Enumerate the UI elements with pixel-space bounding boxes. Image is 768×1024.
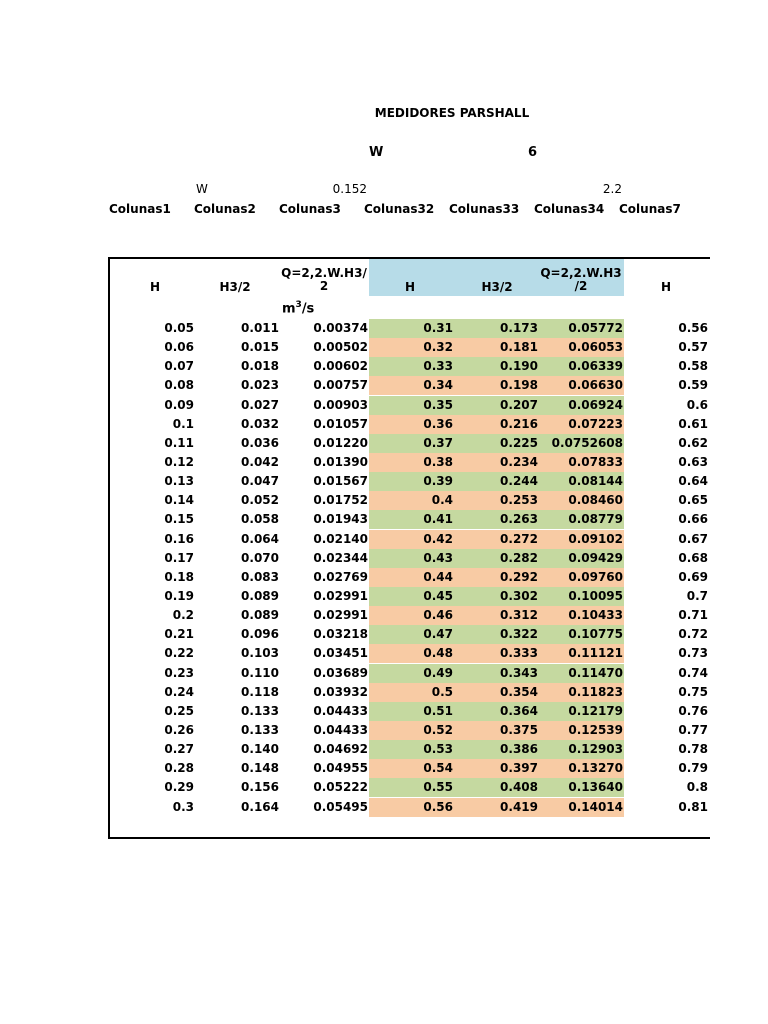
cell-h-2[interactable]: 0.47	[423, 627, 453, 642]
cell-h-2[interactable]: 0.54	[423, 761, 453, 776]
cell-h-2[interactable]: 0.39	[423, 474, 453, 489]
cell-q-1[interactable]: 0.00502	[313, 340, 368, 355]
table-row	[110, 798, 710, 817]
cell-h32-1[interactable]: 0.110	[241, 665, 279, 680]
cell-h32-1[interactable]: 0.096	[241, 627, 279, 642]
cell-h32-2[interactable]: 0.198	[500, 378, 538, 393]
cell-q-2[interactable]: 0.11470	[568, 665, 623, 680]
header-h-2: H	[404, 280, 416, 294]
cell-h32-2[interactable]: 0.419	[500, 799, 538, 814]
cell-q-1[interactable]: 0.01567	[313, 474, 368, 489]
cell-q-2[interactable]: 0.09760	[568, 569, 623, 584]
cell-h-2[interactable]: 0.48	[423, 646, 453, 661]
cell-h32-2[interactable]: 0.207	[500, 397, 538, 412]
table-row	[110, 434, 710, 453]
cell-q-2[interactable]: 0.07833	[568, 454, 623, 469]
table-row	[110, 510, 710, 529]
cell-h-1[interactable]: 0.28	[164, 761, 194, 776]
cell-h-2[interactable]: 0.37	[423, 435, 453, 450]
cell-h32-2[interactable]: 0.225	[500, 435, 538, 450]
cell-h-2[interactable]: 0.4	[431, 493, 453, 508]
cell-h32-2[interactable]: 0.354	[500, 684, 538, 699]
cell-h-1[interactable]: 0.12	[164, 454, 194, 469]
header-q-2	[538, 267, 624, 293]
cell-h-2[interactable]: 0.49	[423, 665, 453, 680]
cell-h32-1[interactable]: 0.052	[241, 493, 279, 508]
cell-h-1[interactable]: 0.24	[164, 684, 194, 699]
cell-h-3[interactable]: 0.79	[678, 761, 708, 776]
cell-q-1[interactable]: 0.01752	[313, 493, 368, 508]
cell-h32-2[interactable]: 0.364	[500, 703, 538, 718]
table-row	[110, 702, 710, 721]
cell-h32-1[interactable]: 0.011	[241, 321, 279, 335]
cell-h-2[interactable]: 0.55	[423, 780, 453, 795]
cell-h32-1[interactable]: 0.070	[241, 550, 279, 565]
cell-q-2[interactable]: 0.06053	[568, 340, 623, 355]
unit-exponent: 3	[295, 300, 302, 310]
cell-h-1[interactable]: 0.1	[172, 416, 194, 431]
cell-h32-1[interactable]: 0.140	[241, 742, 279, 757]
cell-h-2[interactable]: 0.36	[423, 416, 453, 431]
cell-h-1[interactable]: 0.19	[164, 588, 194, 603]
cell-q-1[interactable]: 0.02140	[313, 531, 368, 546]
cell-h32-2[interactable]: 0.173	[500, 321, 538, 335]
header-h32-1: H3/2	[219, 280, 251, 294]
cell-h-3[interactable]: 0.81	[678, 799, 708, 814]
cell-q-1[interactable]: 0.01390	[313, 454, 368, 469]
table-row	[110, 587, 710, 606]
sheet-title: MEDIDORES PARSHALL	[374, 106, 530, 120]
table-row	[110, 415, 710, 434]
cell-h-1[interactable]: 0.17	[164, 550, 194, 565]
cell-h-1[interactable]: 0.26	[164, 722, 194, 737]
column-header[interactable]: Colunas33	[449, 202, 520, 216]
table-row	[110, 396, 710, 415]
cell-q-2[interactable]: 0.13640	[568, 780, 623, 795]
table-row	[110, 740, 710, 759]
flow-unit	[282, 300, 314, 316]
cell-h-3[interactable]: 0.77	[678, 722, 708, 737]
cell-h-2[interactable]: 0.45	[423, 588, 453, 603]
table-row	[110, 778, 710, 797]
cell-q-2[interactable]: 0.08144	[568, 474, 623, 489]
cell-h32-2[interactable]: 0.216	[500, 416, 538, 431]
table-row	[110, 357, 710, 376]
cell-q-1[interactable]: 0.04433	[313, 722, 368, 737]
cell-h-1[interactable]: 0.18	[164, 569, 194, 584]
cell-q-1[interactable]: 0.03451	[313, 646, 368, 661]
cell-h32-2[interactable]: 0.302	[500, 588, 538, 603]
header-q-1	[278, 267, 370, 293]
cell-h32-1[interactable]: 0.018	[241, 359, 279, 374]
cell-h-2[interactable]: 0.56	[423, 799, 453, 814]
cell-q-2[interactable]: 0.11823	[568, 684, 623, 699]
table-row	[110, 644, 710, 663]
cell-q-1[interactable]: 0.04692	[313, 742, 368, 757]
cell-h-1[interactable]: 0.23	[164, 665, 194, 680]
cell-h32-1[interactable]: 0.148	[241, 761, 279, 776]
column-header[interactable]: Colunas34	[534, 202, 605, 216]
header-h-3: H	[660, 280, 672, 294]
cell-h-3[interactable]: 0.68	[678, 550, 708, 565]
param-k-value: 2.2	[602, 182, 622, 196]
cell-h32-2[interactable]: 0.244	[500, 474, 538, 489]
table-row	[110, 491, 710, 510]
cell-h-3[interactable]: 0.58	[678, 359, 708, 374]
cell-q-1[interactable]: 0.00757	[313, 378, 368, 393]
cell-h-2[interactable]: 0.34	[423, 378, 453, 393]
cell-h32-1[interactable]: 0.118	[241, 684, 279, 699]
header-h32-2: H3/2	[481, 280, 513, 294]
cell-h32-2[interactable]: 0.343	[500, 665, 538, 680]
cell-q-1[interactable]: 0.05222	[313, 780, 368, 795]
table-row	[110, 319, 710, 338]
cell-q-2[interactable]: 0.10433	[568, 608, 623, 623]
header-q-1-line1: Q=2,2.W.H3/	[281, 266, 367, 280]
column-header[interactable]: Colunas2	[194, 202, 256, 216]
cell-h-1[interactable]: 0.09	[164, 397, 194, 412]
table-row	[110, 683, 710, 702]
cell-q-2[interactable]: 0.07223	[568, 416, 623, 431]
cell-h-3[interactable]: 0.7	[686, 588, 708, 603]
cell-q-1[interactable]: 0.02991	[313, 608, 368, 623]
cell-h-1[interactable]: 0.06	[164, 340, 194, 355]
cell-q-2[interactable]: 0.05772	[568, 321, 623, 335]
cell-q-2[interactable]: 0.09102	[568, 531, 623, 546]
cell-q-2[interactable]: 0.08779	[568, 512, 623, 527]
cell-h-1[interactable]: 0.22	[164, 646, 194, 661]
cell-h32-1[interactable]: 0.042	[241, 454, 279, 469]
cell-h-1[interactable]: 0.13	[164, 474, 194, 489]
cell-h-2[interactable]: 0.5	[431, 684, 453, 699]
cell-h-2[interactable]: 0.51	[423, 703, 453, 718]
cell-h-1[interactable]: 0.07	[164, 359, 194, 374]
table-row	[110, 338, 710, 357]
cell-h-3[interactable]: 0.56	[678, 321, 708, 335]
cell-h32-1[interactable]: 0.156	[241, 780, 279, 795]
cell-h32-2[interactable]: 0.333	[500, 646, 538, 661]
cell-h-2[interactable]: 0.46	[423, 608, 453, 623]
table-row	[110, 453, 710, 472]
cell-h-3[interactable]: 0.6	[686, 397, 708, 412]
cell-h-3[interactable]: 0.62	[678, 435, 708, 450]
cell-h-2[interactable]: 0.52	[423, 722, 453, 737]
cell-q-1[interactable]: 0.01943	[313, 512, 368, 527]
cell-h-1[interactable]: 0.27	[164, 742, 194, 757]
cell-q-1[interactable]: 0.00602	[313, 359, 368, 374]
cell-q-1[interactable]: 0.02991	[313, 588, 368, 603]
cell-h-3[interactable]: 0.61	[678, 416, 708, 431]
cell-h-1[interactable]: 0.16	[164, 531, 194, 546]
cell-h32-1[interactable]: 0.023	[241, 378, 279, 393]
cell-h32-2[interactable]: 0.322	[500, 627, 538, 642]
cell-h-1[interactable]: 0.29	[164, 780, 194, 795]
cell-q-1[interactable]: 0.03218	[313, 627, 368, 642]
cell-h32-2[interactable]: 0.408	[500, 780, 538, 795]
cell-h32-1[interactable]: 0.047	[241, 474, 279, 489]
cell-h-1[interactable]: 0.25	[164, 703, 194, 718]
cell-h32-2[interactable]: 0.234	[500, 454, 538, 469]
cell-h32-1[interactable]: 0.064	[241, 531, 279, 546]
unit-tail: /s	[301, 301, 315, 317]
cell-q-2[interactable]: 0.10095	[568, 588, 623, 603]
cell-h-1[interactable]: 0.08	[164, 378, 194, 393]
cell-h32-1[interactable]: 0.027	[241, 397, 279, 412]
table-row	[110, 376, 710, 395]
cell-h-3[interactable]: 0.65	[678, 493, 708, 508]
cell-h32-1[interactable]: 0.133	[241, 722, 279, 737]
cell-h32-2[interactable]: 0.190	[500, 359, 538, 374]
table-row	[110, 472, 710, 491]
cell-h-2[interactable]: 0.38	[423, 454, 453, 469]
cell-h-2[interactable]: 0.41	[423, 512, 453, 527]
cell-h-1[interactable]: 0.21	[164, 627, 194, 642]
column-header[interactable]: Colunas3	[279, 202, 341, 216]
cell-q-2[interactable]: 0.08460	[568, 493, 623, 508]
cell-q-2[interactable]: 0.14014	[568, 799, 623, 814]
cell-q-2[interactable]: 0.06339	[568, 359, 623, 374]
cell-h32-1[interactable]: 0.083	[241, 569, 279, 584]
cell-q-1[interactable]: 0.01057	[313, 416, 368, 431]
cell-h32-2[interactable]: 0.263	[500, 512, 538, 527]
cell-h-2[interactable]: 0.42	[423, 531, 453, 546]
param-w-value: 0.152	[332, 182, 367, 196]
cell-q-2[interactable]: 0.09429	[568, 550, 623, 565]
cell-h32-2[interactable]: 0.292	[500, 569, 538, 584]
cell-h-2[interactable]: 0.53	[423, 742, 453, 757]
cell-h-1[interactable]: 0.11	[164, 435, 194, 450]
cell-q-1[interactable]: 0.04433	[313, 703, 368, 718]
w-label: W	[369, 145, 384, 160]
cell-h-3[interactable]: 0.75	[678, 684, 708, 699]
cell-q-2[interactable]: 0.10775	[568, 627, 623, 642]
cell-h-1[interactable]: 0.14	[164, 493, 194, 508]
cell-h-1[interactable]: 0.05	[164, 321, 194, 335]
cell-h-2[interactable]: 0.32	[423, 340, 453, 355]
flow-table	[108, 257, 710, 839]
cell-h-3[interactable]: 0.66	[678, 512, 708, 527]
cell-q-2[interactable]: 0.11121	[568, 646, 623, 661]
cell-q-2[interactable]: 0.12539	[568, 722, 623, 737]
cell-q-2[interactable]: 0.06924	[568, 397, 623, 412]
header-h-1: H	[149, 280, 161, 294]
cell-h32-2[interactable]: 0.253	[500, 493, 538, 508]
table-row	[110, 664, 710, 683]
cell-h32-1[interactable]: 0.089	[241, 608, 279, 623]
cell-h-2[interactable]: 0.44	[423, 569, 453, 584]
cell-h32-2[interactable]: 0.272	[500, 531, 538, 546]
table-row	[110, 759, 710, 778]
cell-h-3[interactable]: 0.69	[678, 569, 708, 584]
cell-h32-2[interactable]: 0.386	[500, 742, 538, 757]
cell-q-1[interactable]: 0.03689	[313, 665, 368, 680]
cell-q-2[interactable]: 0.0752608	[551, 435, 623, 450]
cell-q-1[interactable]: 0.01220	[313, 435, 368, 450]
cell-h-3[interactable]: 0.76	[678, 703, 708, 718]
column-header[interactable]: Colunas7	[619, 202, 681, 216]
cell-h-3[interactable]: 0.78	[678, 742, 708, 757]
cell-q-2[interactable]: 0.06630	[568, 378, 623, 393]
unit-base: m	[282, 301, 296, 317]
table-row	[110, 549, 710, 568]
w-value: 6	[528, 145, 538, 160]
cell-q-1[interactable]: 0.02344	[313, 550, 368, 565]
cell-h32-1[interactable]: 0.089	[241, 588, 279, 603]
table-row	[110, 530, 710, 549]
cell-h32-1[interactable]: 0.133	[241, 703, 279, 718]
cell-q-2[interactable]: 0.12179	[568, 703, 623, 718]
cell-q-1[interactable]: 0.02769	[313, 569, 368, 584]
column-header[interactable]: Colunas1	[109, 202, 171, 216]
cell-q-1[interactable]: 0.03932	[313, 684, 368, 699]
cell-q-1[interactable]: 0.00374	[313, 321, 368, 335]
cell-h-3[interactable]: 0.8	[686, 780, 708, 795]
cell-h-3[interactable]: 0.67	[678, 531, 708, 546]
cell-h-1[interactable]: 0.15	[164, 512, 194, 527]
cell-h32-1[interactable]: 0.036	[241, 435, 279, 450]
cell-h-3[interactable]: 0.57	[678, 340, 708, 355]
header-q-2-line1: Q=2,2.W.H3	[540, 266, 622, 280]
column-header[interactable]: Colunas32	[364, 202, 435, 216]
cell-h-1[interactable]: 0.3	[172, 799, 194, 814]
cell-h32-2[interactable]: 0.181	[500, 340, 538, 355]
cell-h32-1[interactable]: 0.103	[241, 646, 279, 661]
cell-q-1[interactable]: 0.00903	[313, 397, 368, 412]
column-header-row	[109, 202, 704, 216]
cell-h32-2[interactable]: 0.312	[500, 608, 538, 623]
cell-q-2[interactable]: 0.12903	[568, 742, 623, 757]
cell-h-2[interactable]: 0.33	[423, 359, 453, 374]
cell-h32-2[interactable]: 0.375	[500, 722, 538, 737]
cell-h-2[interactable]: 0.43	[423, 550, 453, 565]
table-row	[110, 606, 710, 625]
cell-h-3[interactable]: 0.59	[678, 378, 708, 393]
cell-h32-1[interactable]: 0.058	[241, 512, 279, 527]
cell-q-1[interactable]: 0.04955	[313, 761, 368, 776]
cell-q-1[interactable]: 0.05495	[313, 799, 368, 814]
cell-h-1[interactable]: 0.2	[172, 608, 194, 623]
cell-h-3[interactable]: 0.64	[678, 474, 708, 489]
cell-h-3[interactable]: 0.63	[678, 454, 708, 469]
param-w-label: W	[196, 182, 208, 196]
cell-h32-2[interactable]: 0.397	[500, 761, 538, 776]
header-q-1-line2: 2	[319, 279, 329, 293]
cell-h32-1[interactable]: 0.164	[241, 799, 279, 814]
cell-h-3[interactable]: 0.72	[678, 627, 708, 642]
header-q-2-line2: /2	[574, 279, 588, 293]
cell-h-3[interactable]: 0.71	[678, 608, 708, 623]
table-row	[110, 625, 710, 644]
cell-h-3[interactable]: 0.74	[678, 665, 708, 680]
cell-h-2[interactable]: 0.35	[423, 397, 453, 412]
cell-q-2[interactable]: 0.13270	[568, 761, 623, 776]
table-row	[110, 568, 710, 587]
cell-h32-1[interactable]: 0.032	[241, 416, 279, 431]
table-row	[110, 721, 710, 740]
cell-h32-1[interactable]: 0.015	[241, 340, 279, 355]
cell-h-2[interactable]: 0.31	[423, 321, 453, 335]
cell-h-3[interactable]: 0.73	[678, 646, 708, 661]
cell-h32-2[interactable]: 0.282	[500, 550, 538, 565]
